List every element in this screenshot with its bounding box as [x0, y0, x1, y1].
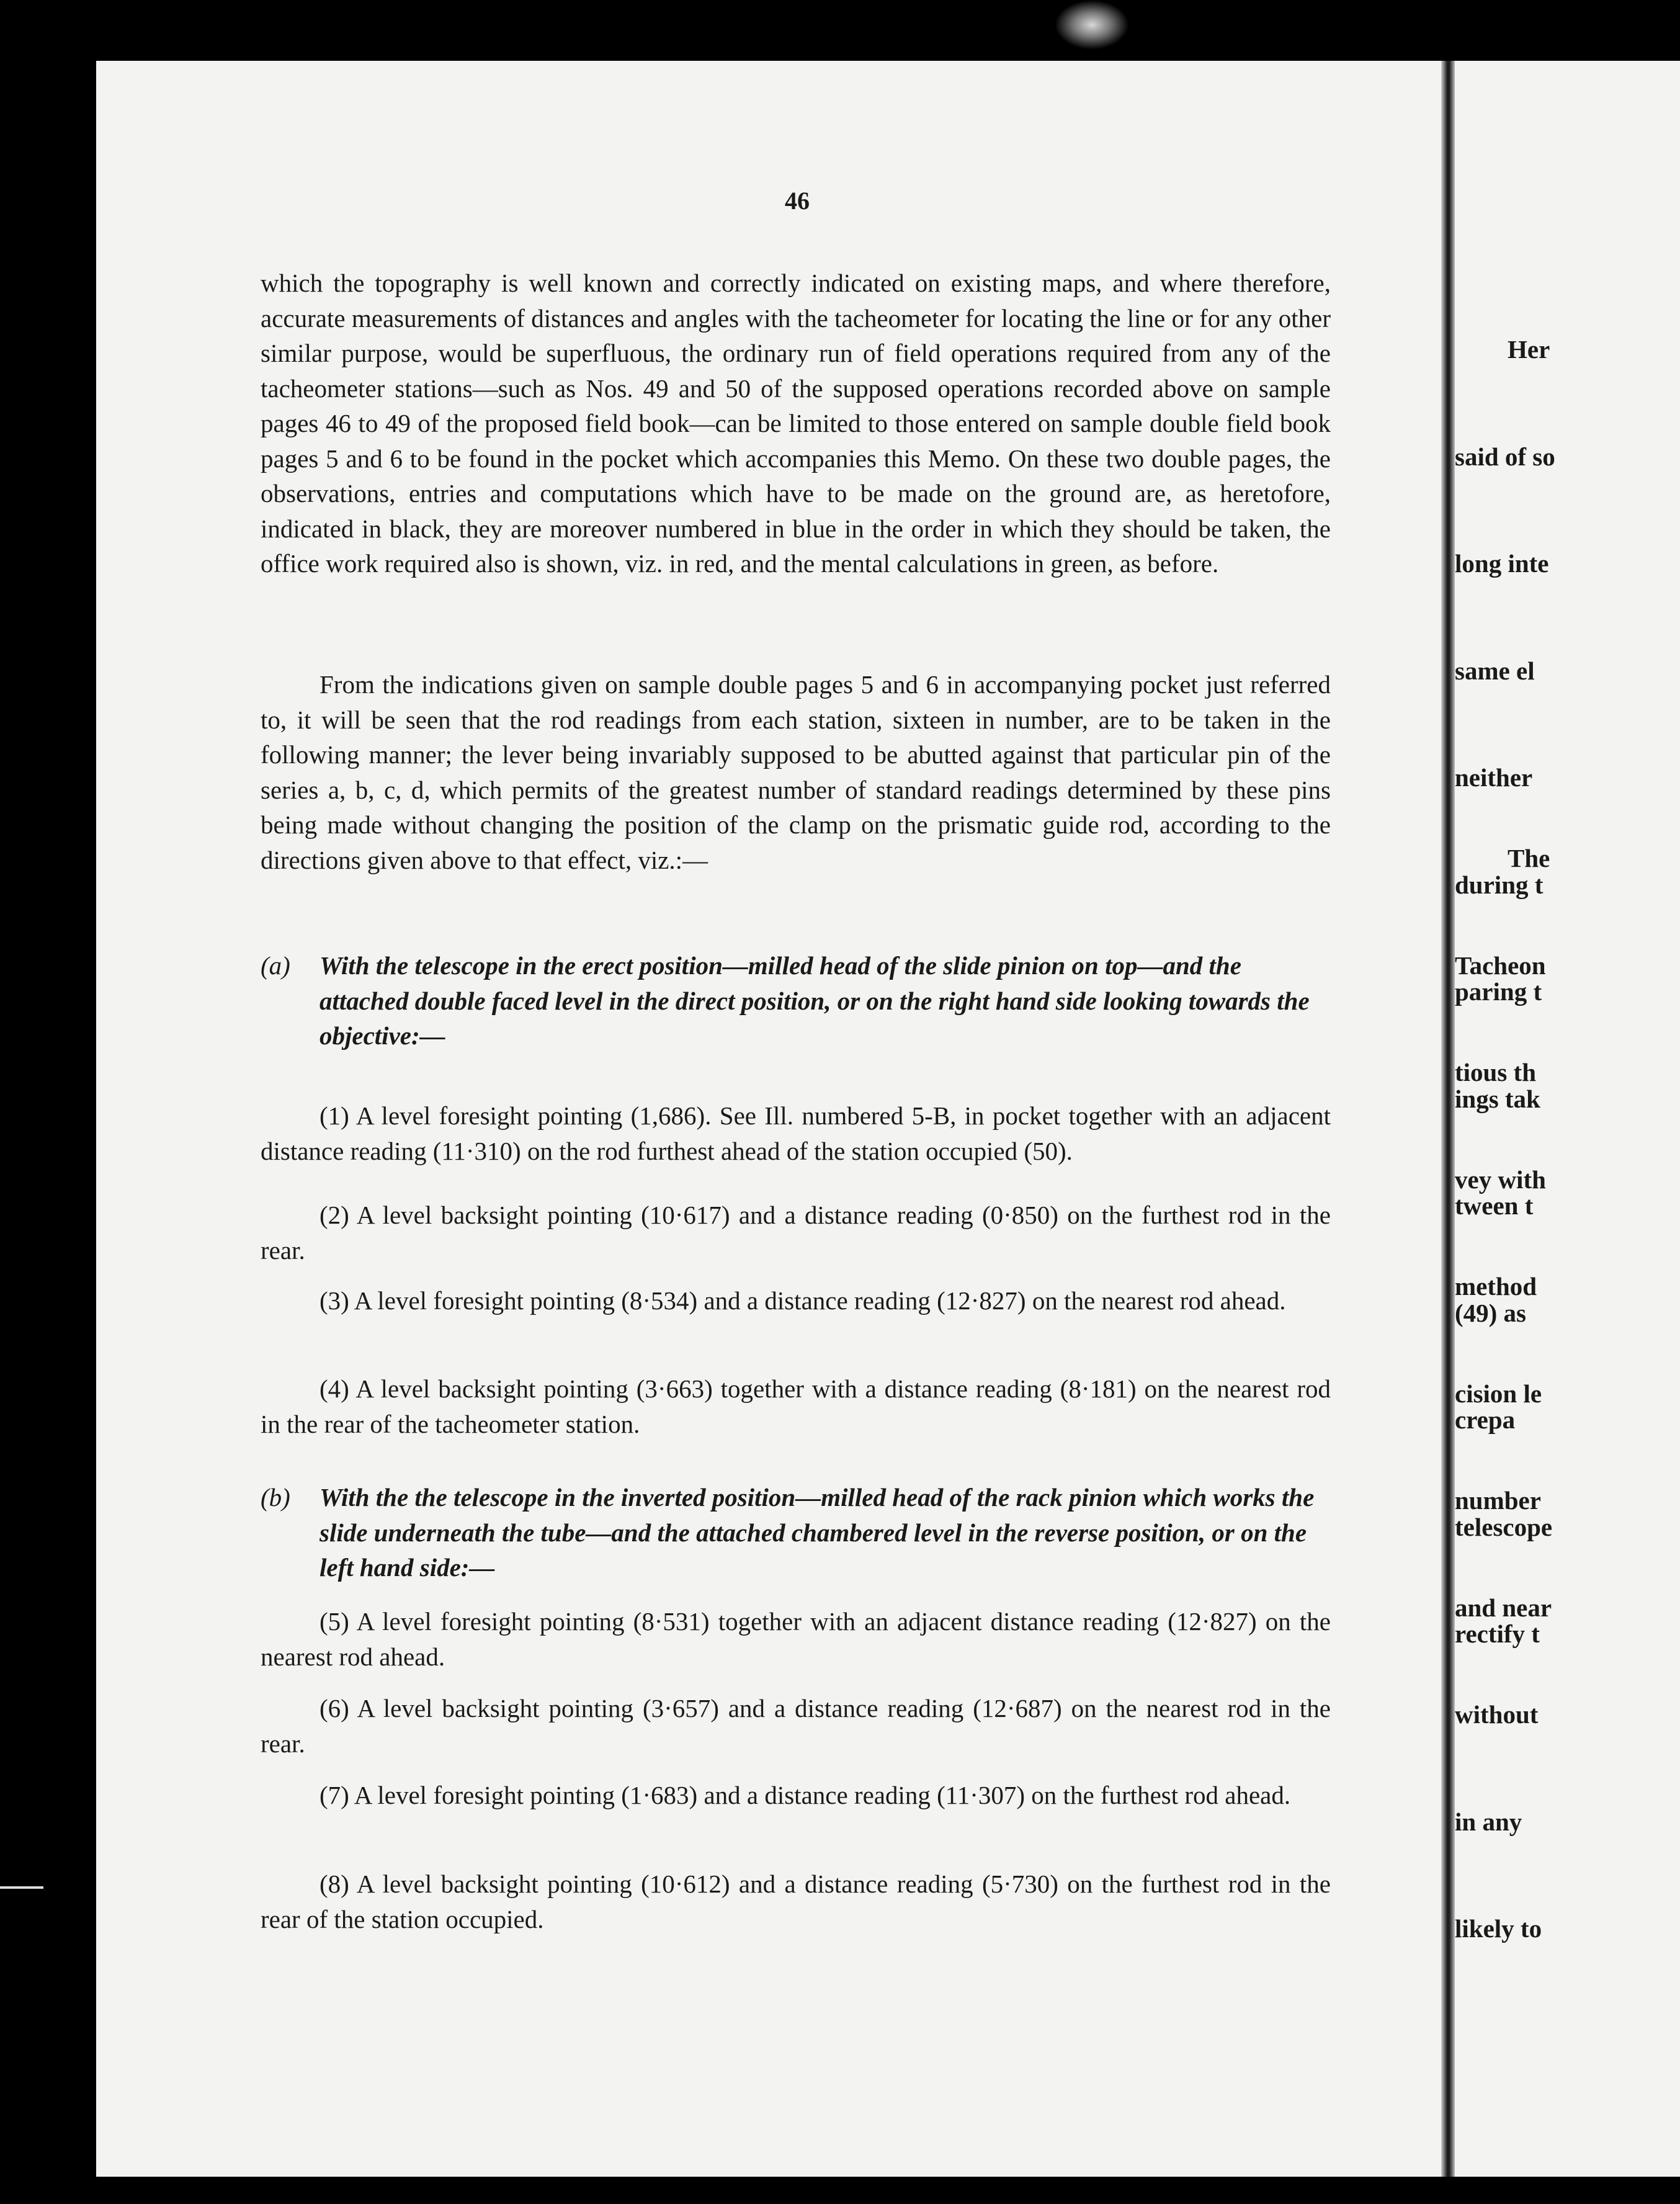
- paragraph-2-text: From the indications given on sample double pages 5 and 6 in accompanying pocket just referred to, it will be seen that the rod readings from each station, sixteen in number, are to be taken in the following manner; the lever being invariably supposed to be abutted against that particular pin of the series a, b, c, d, which permits of the greatest number of standard readings determined by these pins being made without changing the position of the clamp on the prismatic guide rod, according to the directions given above to that effect, viz.:—: [261, 670, 1331, 874]
- list-item-3: (3) A level foresight pointing (8·534) and a distance reading (12·827) on the nearest rod ahead.: [319, 1286, 1286, 1315]
- paragraph-1: [261, 266, 1331, 581]
- right-line: telescope: [1455, 1512, 1553, 1541]
- book-gutter: [1441, 61, 1455, 2177]
- right-line: Tacheon: [1455, 951, 1546, 980]
- right-line: paring t: [1455, 977, 1542, 1006]
- right-line: without: [1455, 1700, 1539, 1729]
- paragraph-1-text: which the topography is well known and correctly indicated on existing maps, and where therefore, accurate measurements of distances and angles with the tacheometer for locating the line or for any other similar purpose, would be superfluous, the ordinary run of field operations required from any of the tacheometer stations—such as Nos. 49 and 50 of the supposed operations recorded above on sample pages 46 to 49 of the proposed field book—can be limited to those entered on sample double field book pages 5 and 6 to be found in the pocket which accompanies this Memo. On these two double pages, the observations, entries and computations which have to be made on the ground are, as heretofore, indicated in black, they are moreover numbered in blue in the order in which they should be taken, the office work required also is shown, viz. in red, and the mental calculations in green, as before.: [261, 269, 1331, 578]
- list-item-1: (1) A level foresight pointing (1,686). See Ill. numbered 5-B, in pocket together with an adjacent distance reading (11·310) on the rod furthest ahead of the station occupied (50).: [261, 1101, 1331, 1165]
- section-a-heading-text: With the telescope in the erect position—milled head of the slide pinion on top—and the attached double faced level in the direct position, or on the right hand side looking towards the objective:—: [319, 951, 1310, 1050]
- right-line: and near: [1455, 1593, 1552, 1622]
- right-line: tween t: [1455, 1191, 1534, 1220]
- section-b-heading: [261, 1480, 1331, 1585]
- list-item-4: (4) A level backsight pointing (3·663) together with a distance reading (8·181) on the nearest rod in the rear of the tacheometer station.: [261, 1374, 1331, 1438]
- right-line: likely to: [1455, 1914, 1542, 1943]
- right-line: (49) as: [1455, 1298, 1527, 1327]
- section-a-heading: [261, 948, 1331, 1054]
- paragraph-2: [261, 667, 1331, 877]
- list-item-8: (8) A level backsight pointing (10·612) and a distance reading (5·730) on the furthest rod in the rear of the station occupied.: [261, 1870, 1331, 1933]
- right-line: during t: [1455, 870, 1544, 899]
- list-item-5: (5) A level foresight pointing (8·531) together with an adjacent distance reading (12·827) on the nearest rod ahead.: [261, 1607, 1331, 1671]
- right-line: crepa: [1455, 1405, 1516, 1434]
- right-line: method: [1455, 1272, 1537, 1301]
- right-line: ings tak: [1455, 1084, 1540, 1113]
- scan-glare: [1055, 0, 1129, 50]
- section-a-label: (a): [261, 951, 290, 980]
- right-line: The: [1508, 844, 1550, 872]
- section-b-heading-text: With the the telescope in the inverted position—milled head of the rack pinion which works the slide underneath the tube—and the attached chambered level in the reverse position, or on the left hand side:—: [319, 1483, 1315, 1582]
- list-item-7: (7) A level foresight pointing (1·683) and a distance reading (11·307) on the furthest rod ahead.: [319, 1781, 1291, 1809]
- right-page: [1455, 61, 1680, 2177]
- right-page-block-2: [1455, 769, 1680, 2018]
- right-line: neither: [1455, 763, 1533, 792]
- right-line: long inte: [1455, 549, 1549, 578]
- list-item-2: (2) A level backsight pointing (10·617) and a distance reading (0·850) on the furthest rod in the rear.: [261, 1201, 1331, 1265]
- scan-edge-mark: [0, 1886, 43, 1889]
- list-item-6: (6) A level backsight pointing (3·657) and a distance reading (12·687) on the nearest rod in the rear.: [261, 1694, 1331, 1758]
- right-line: rectify t: [1455, 1619, 1540, 1648]
- right-line: said of so: [1455, 442, 1555, 471]
- right-line: number: [1455, 1486, 1541, 1515]
- right-line: cision le: [1455, 1379, 1542, 1408]
- right-line: tious th: [1455, 1058, 1537, 1086]
- right-line: Her: [1508, 335, 1550, 364]
- right-line: in any: [1455, 1807, 1522, 1836]
- right-line: same el: [1455, 656, 1535, 685]
- page-number: 46: [785, 187, 810, 215]
- section-b-label: (b): [261, 1483, 290, 1512]
- right-line: vey with: [1455, 1165, 1546, 1194]
